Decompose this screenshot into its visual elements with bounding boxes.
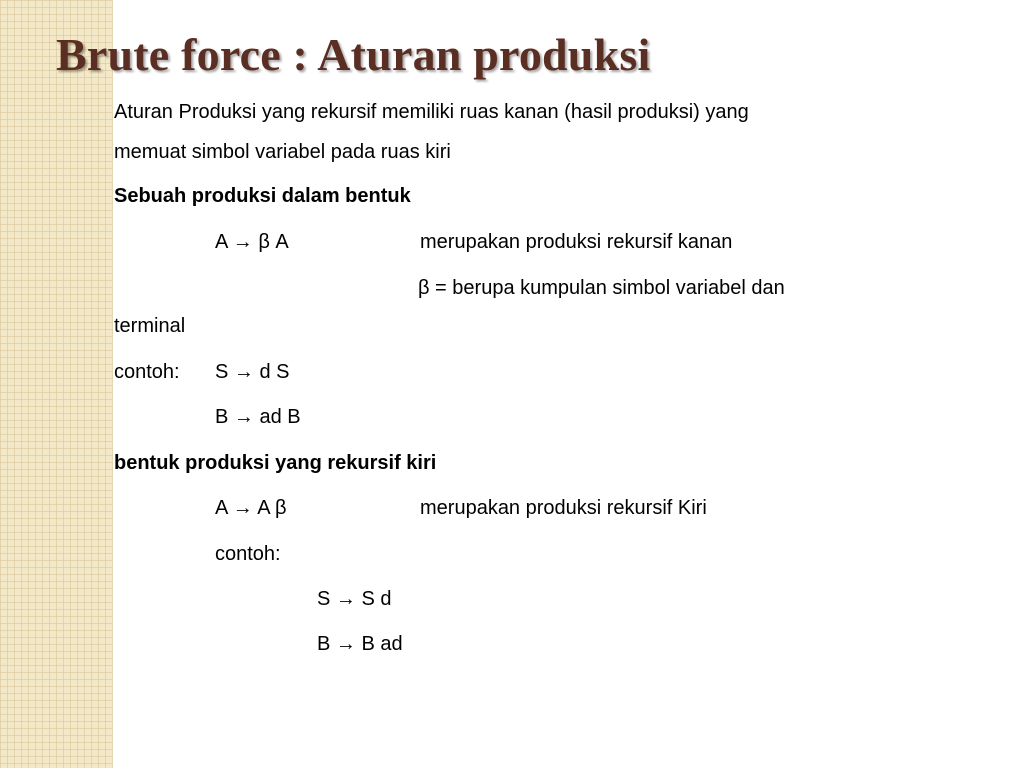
- right-example-2: B → ad B: [215, 406, 301, 428]
- intro-line-2: memuat simbol variabel pada ruas kiri: [114, 141, 451, 163]
- example-label: contoh:: [114, 361, 180, 383]
- right-example-1: S → d S: [215, 361, 290, 383]
- left-example-2: B → B ad: [317, 633, 403, 655]
- left-recursive-heading: bentuk produksi yang rekursif kiri: [114, 452, 437, 474]
- decorative-side-strip: [0, 0, 113, 768]
- intro-line-1: Aturan Produksi yang rekursif memiliki ruas kanan (hasil produksi) yang: [114, 101, 749, 123]
- beta-description: β = berupa kumpulan simbol variabel dan: [418, 277, 785, 299]
- left-example-1: S → S d: [317, 588, 392, 610]
- left-example-label: contoh:: [215, 543, 281, 565]
- right-recursive-heading: Sebuah produksi dalam bentuk: [114, 185, 411, 207]
- right-recursive-description: merupakan produksi rekursif kanan: [420, 231, 733, 253]
- left-recursive-rule: A → A β: [215, 497, 287, 519]
- left-recursive-description: merupakan produksi rekursif Kiri: [420, 497, 707, 519]
- slide-title: Brute force : Aturan produksi: [56, 29, 651, 80]
- beta-description-continued: terminal: [114, 315, 186, 337]
- right-recursive-rule: A → β A: [215, 231, 289, 253]
